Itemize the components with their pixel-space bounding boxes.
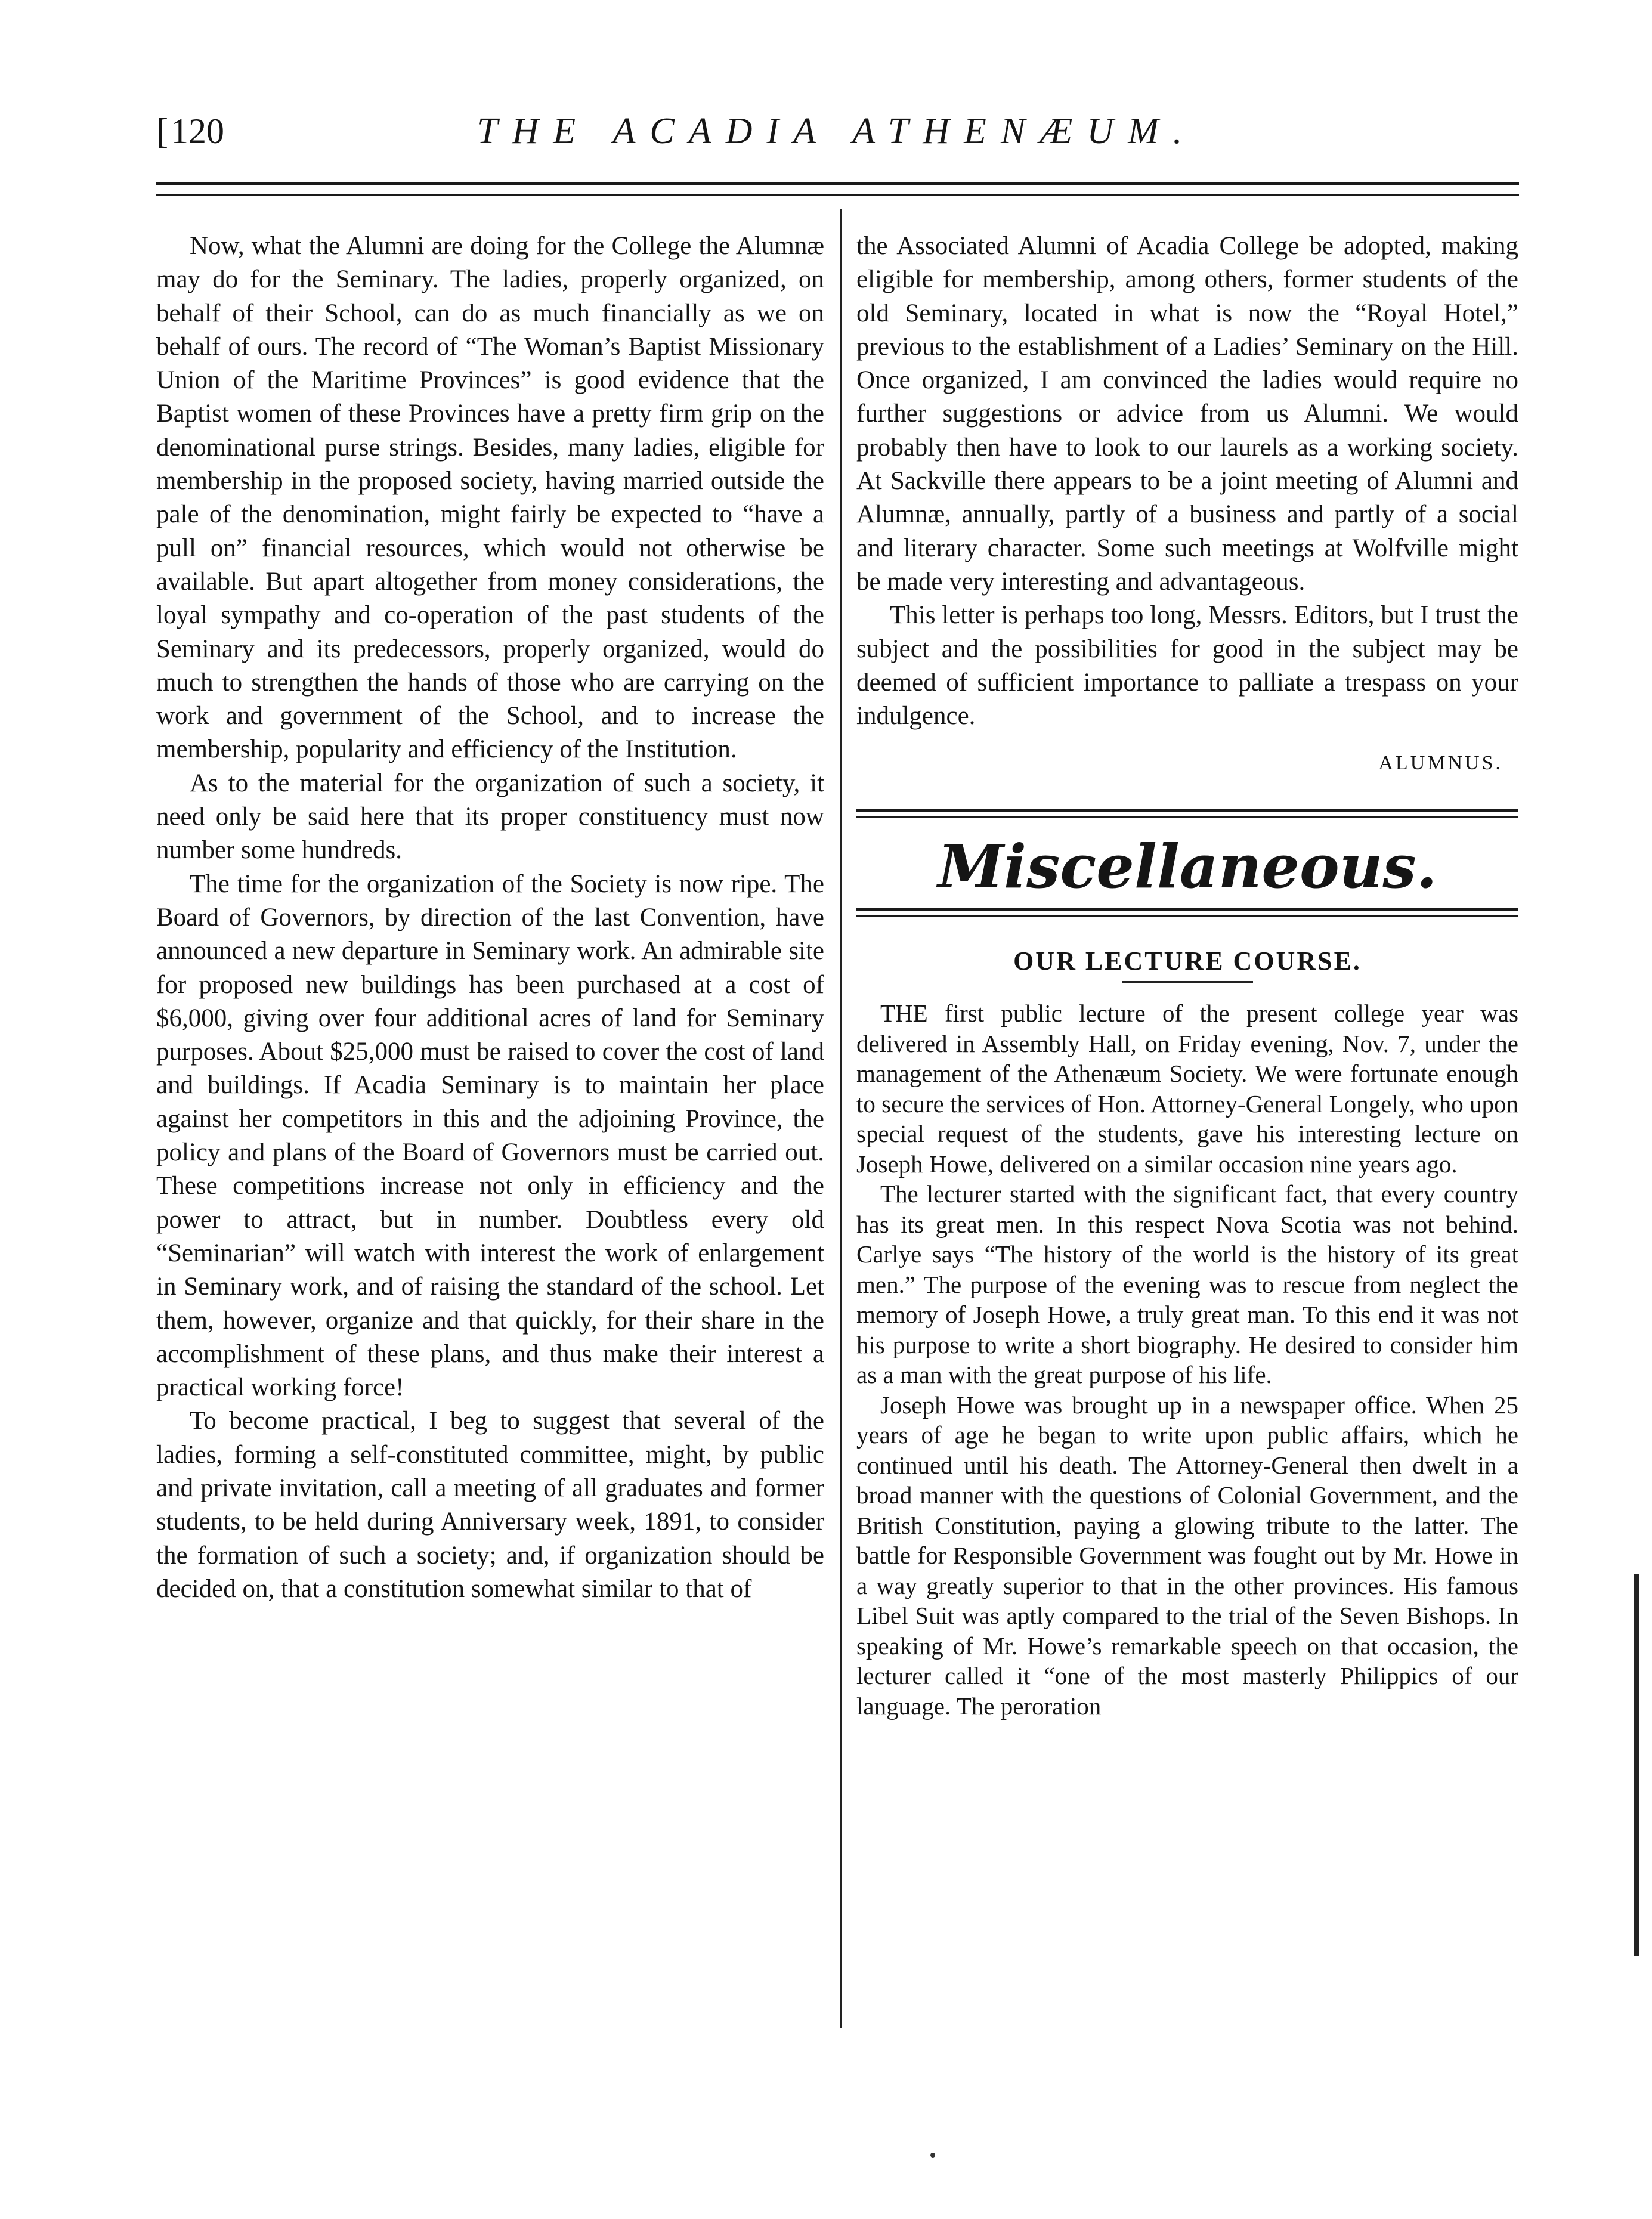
left-paragraph: Now, what the Alumni are doing for the College the Alumnæ may do for the Seminary. The ladies, properly organized, on behalf of their School, can do as much financially as we on behalf of ours. The record of “The Woman’s Baptist Missionary Union of the Maritime Provinces” is good evidence that the Baptist women of these Provinces have a pretty firm grip on the denominational purse strings. Besides, many ladies, eligible for membership in the proposed society, having married outside the pale of the denomination, might fairly be expected to “have a pull on” financial resources, which would not otherwise be available. But apart altogether from money considerations, the loyal sympathy and co-operation of the past students of the Seminary and its predecessors, properly organized, would do much to strengthen the hands of those who are carrying on the work and government of the School, and to increase the membership, popularity and efficiency of the Institution.	[156, 232, 824, 764]
letter-paragraph: the Associated Alumni of Acadia College be adopted, making eligible for membership, among others, former students of the old Seminary, located in what is now the “Royal Hotel,” previous to the establishment of a Ladies’ Seminary on the Hill. Once organized, I am convinced the ladies would require no further suggestions or advice from us Alumni. We would probably then have to look to our laurels as a working society. At Sackville there appears to be a joint meeting of Alumni and Alumnæ, annually, partly of a business and partly of a social and literary character. Some such meetings at Wolfville might be made very interesting and advantageous.	[856, 232, 1518, 596]
header-rule-bottom	[156, 194, 1519, 196]
right-column	[856, 230, 1518, 1721]
column-divider	[840, 209, 842, 2028]
section-heading: Miscellaneous.	[938, 831, 1437, 902]
section-rule-top	[856, 809, 1518, 820]
section-rule-bottom	[856, 908, 1518, 919]
left-paragraph: To become practical, I beg to suggest that several of the ladies, forming a self-constituted committee, might, by public and private invitation, call a meeting of all graduates and former students, to be held during Anniversary week, 1891, to consider the formation of such a society; and, if organization should be decided on, that a constitution somewhat similar to that of	[156, 1407, 824, 1603]
running-title: THE ACADIA ATHENÆUM.	[477, 111, 1197, 151]
page-edge-mark	[1634, 1574, 1639, 1956]
letter-signature: ALUMNUS.	[1378, 752, 1503, 775]
article-paragraph: Joseph Howe was brought up in a newspaper office. When 25 years of age he began to write upon public affairs, which he continued until his death. The Attorney-General then dwelt in a broad manner with the questions of Colonial Government, and the British Constitution, paying a glowing tribute to the latter. The battle for Responsible Government was fought out by Mr. Howe in a way greatly superior to that in the other provinces. His famous Libel Suit was aptly compared to the trial of the Seven Bishops. In speaking of Mr. Howe’s remarkable speech on that occasion, the lecturer called it “one of the most masterly Philippics of our language. The peroration	[856, 1391, 1518, 1720]
left-column	[156, 230, 824, 1606]
article-paragraph: THE first public lecture of the present college year was delivered in Assembly Hall, on Friday evening, Nov. 7, under the management of the Athenæum Society. We were fortunate enough to secure the services of Hon. Attorney-General Longely, who upon special request of the students, gave his interesting lecture on Joseph Howe, delivered on a similar occasion nine years ago.	[856, 999, 1518, 1178]
left-paragraph: As to the material for the organization of such a society, it need only be said here that its proper constituency must now number some hundreds.	[156, 769, 824, 865]
article-paragraph: The lecturer started with the significant fact, that every country has its great men. In this respect Nova Scotia was not behind. Carlye says “The history of the world is the history of its great men.” The purpose of the evening was to rescue from neglect the memory of Joseph Howe, a truly great man. To this end it was not his purpose to write a short biography. He desired to consider him as a man with the great purpose of his life.	[856, 1180, 1518, 1389]
letter-paragraph: This letter is perhaps too long, Messrs. Editors, but I trust the subject and the possibilities for good in the subject may be deemed of sufficient importance to palliate a trespass on your indulgence.	[856, 601, 1518, 731]
article-title: OUR LECTURE COURSE.	[1013, 946, 1362, 976]
page-number: [ 120	[156, 110, 224, 152]
left-paragraph: The time for the organization of the Society is now ripe. The Board of Governors, by direction of the last Convention, have announced a new departure in Seminary work. An admirable site for proposed new buildings has been purchased at a cost of $6,000, giving over four additional acres of land for Seminary purposes. About $25,000 must be raised to cover the cost of land and buildings. If Acadia Seminary is to maintain her place against her competitors in this and the adjoining Province, the policy and plans of the Board of Governors must be carried out. These competitions increase not only in efficiency and the power to attract, but in number. Doubtless every old “Seminarian” will watch with interest the work of enlargement in Seminary work, and of raising the standard of the school. Let them, however, organize and that quickly, for their share in the accomplishment of these plans, and thus make their interest a practical working force!	[156, 869, 824, 1402]
header-rule-top	[156, 182, 1519, 185]
page-speck	[930, 2153, 935, 2158]
article-title-rule	[1122, 981, 1253, 983]
